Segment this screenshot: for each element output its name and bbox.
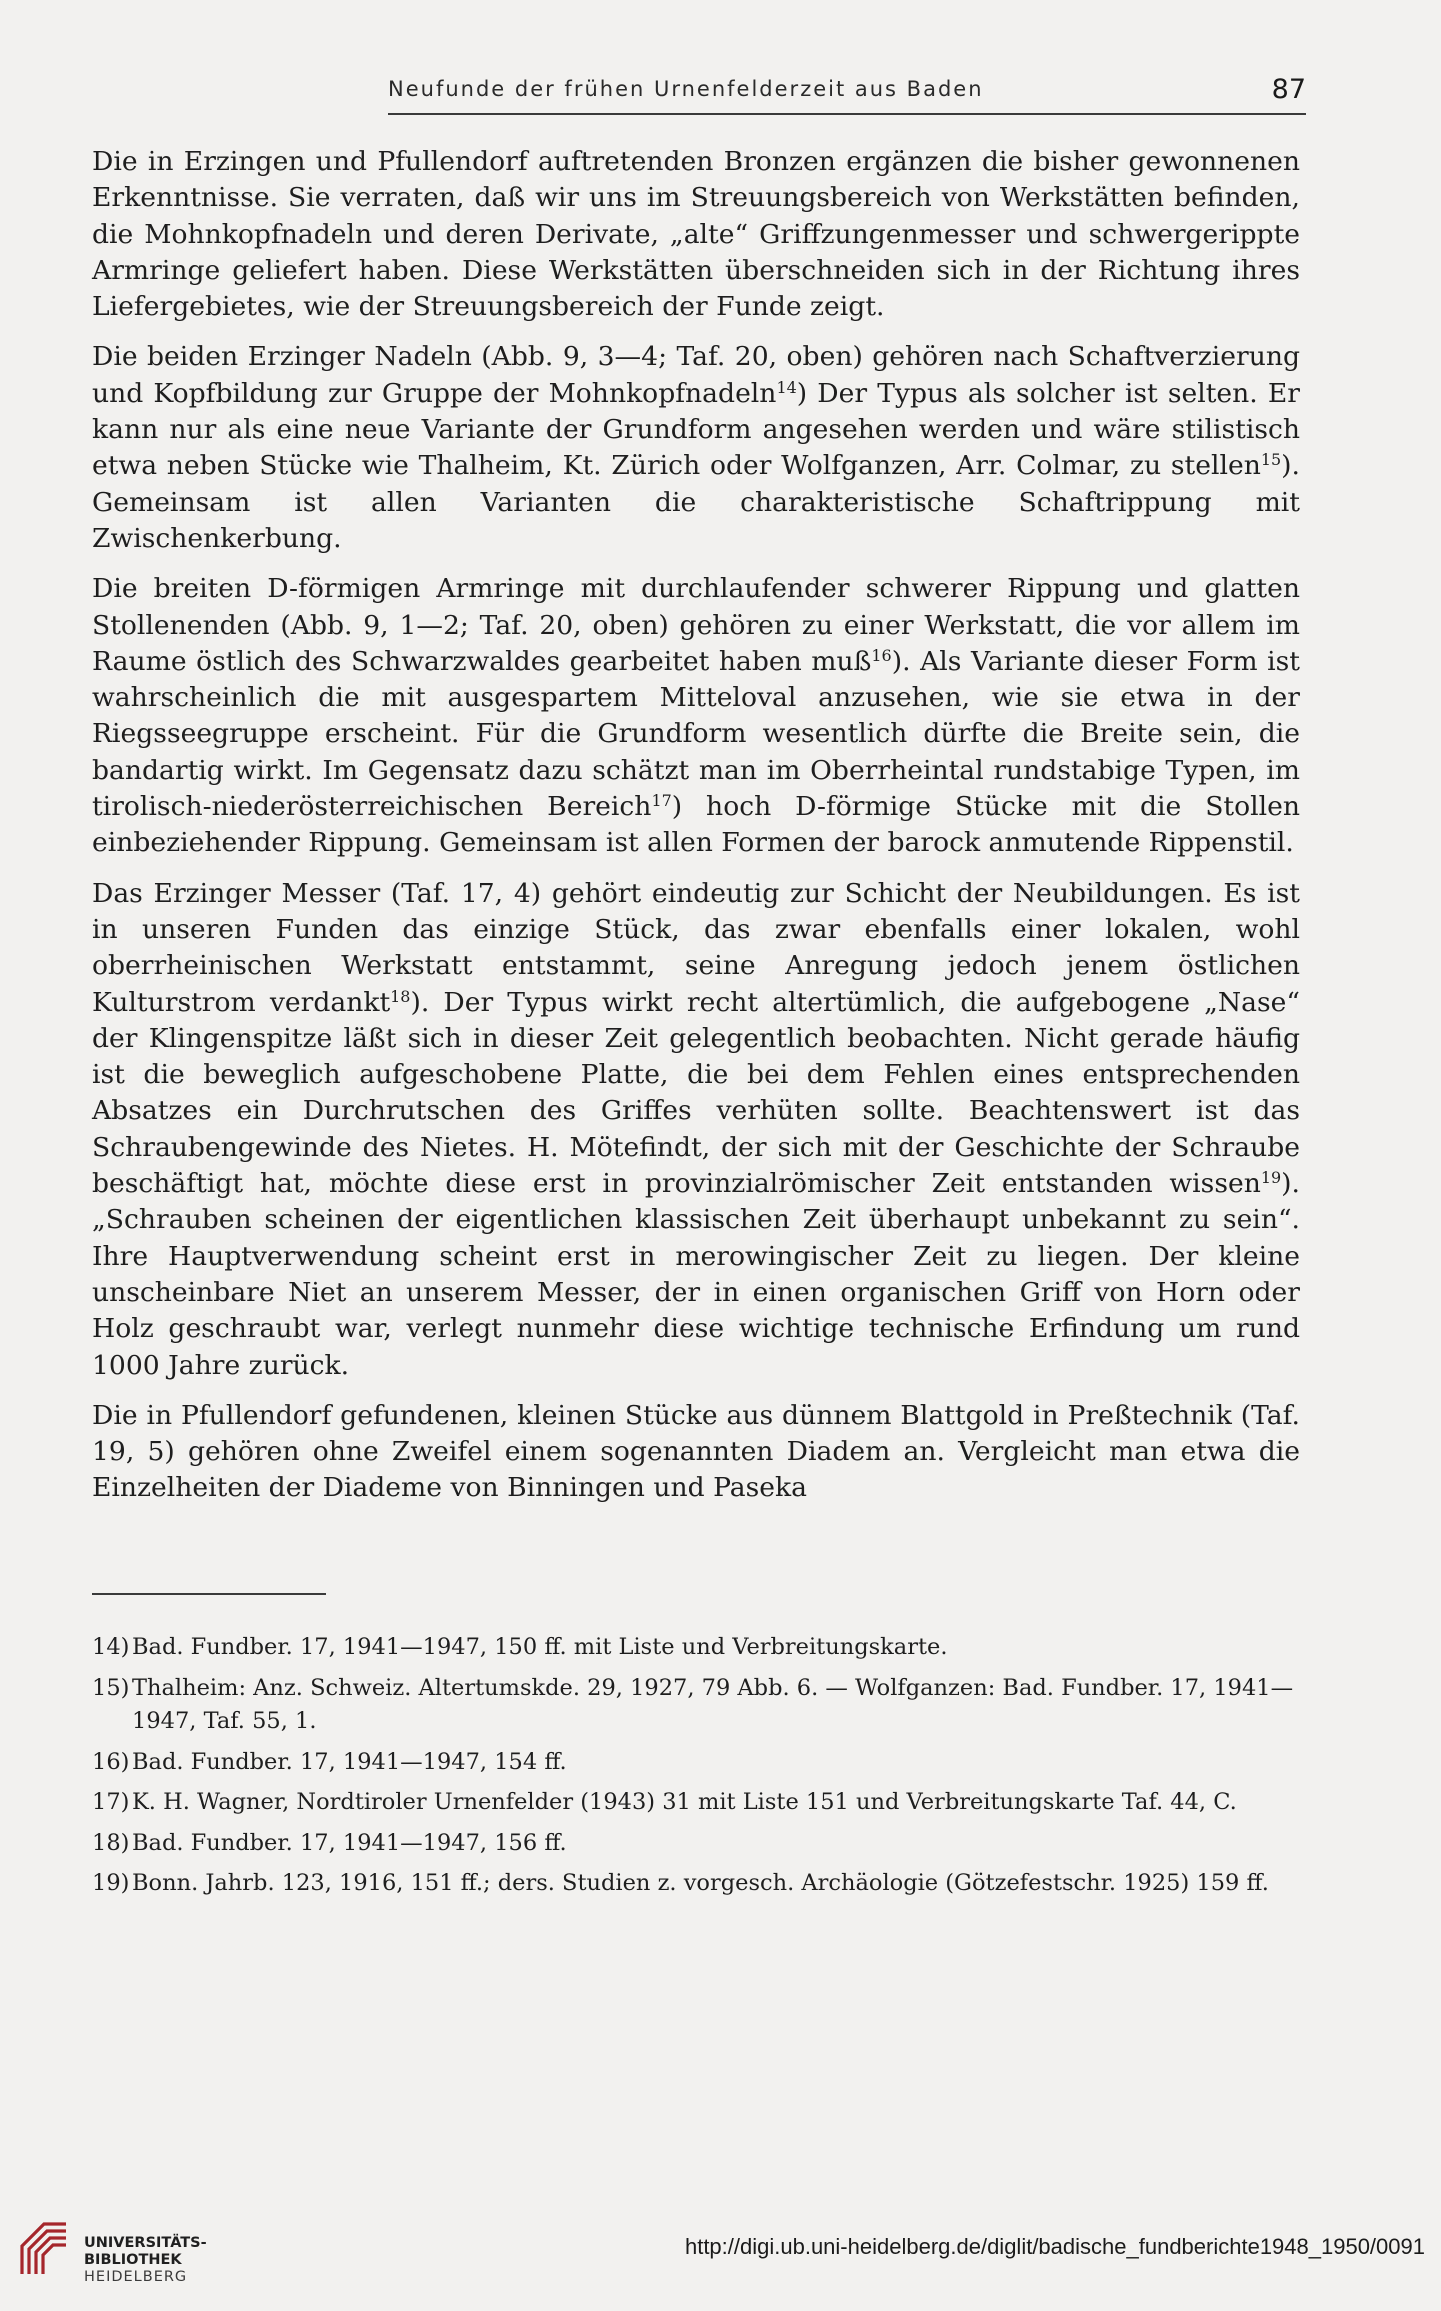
footnote-18 <box>92 1827 1300 1861</box>
footnote-ref-14: 14 <box>776 378 797 398</box>
footnote-mark: 15) <box>92 1674 130 1701</box>
page-footer <box>0 2202 1441 2302</box>
running-head <box>92 74 1306 110</box>
footnotes <box>92 1631 1300 1908</box>
footnote-19 <box>92 1867 1300 1901</box>
footnote-ref-17: 17 <box>651 791 672 811</box>
footnote-mark: 18) <box>92 1829 130 1856</box>
library-name <box>84 2235 207 2286</box>
library-name-line-2: BIBLIOTHEK <box>84 2252 182 2268</box>
paragraph-3-text-b: ). Als Variante dieser Form ist wahrscheinlich die mit ausgespartem Mitteloval anzusehen, wie sie etwa in der Riegsseegruppe erscheint. Für die Grundform wesentlich dürfte die Breite sein, die bandartig wirkt. Im Gegensatz dazu schätzt man im Oberrheintal rundstabige Typen, im tirolisch-niederösterreichischen Bereich <box>92 645 1300 823</box>
footnote-text: K. H. Wagner, Nordtiroler Urnenfelder (1943) 31 mit Liste 151 und Verbreitungskarte Taf. 44, C. <box>132 1789 1237 1815</box>
header-rule <box>388 113 1306 115</box>
footnote-separator <box>92 1593 326 1595</box>
footnote-ref-19: 19 <box>1260 1168 1282 1188</box>
footnote-14 <box>92 1631 1300 1665</box>
paragraph-4-text-a: Das Erzinger Messer (Taf. 17, 4) gehört eindeutig zur Schicht der Neubildungen. Es ist in unseren Funden das einzige Stück, das zwar ebenfalls einer lokalen, wohl oberrheinischen Werkstatt entstammt, seine Anregung jedoch jenem östlichen Kulturstrom verdankt <box>92 877 1300 1018</box>
paragraph-5-text: Die in Pfullendorf gefundenen, kleinen Stücke aus dünnem Blattgold in Preßtechnik (Taf. 19, 5) gehören ohne Zweifel einem sogenannten Diadem an. Vergleicht man etwa die Einzelheiten der Diademe von Binningen und Paseka <box>92 1399 1300 1504</box>
university-library-logo-icon <box>14 2216 76 2278</box>
footnote-text: Bad. Fundber. 17, 1941—1947, 156 ff. <box>132 1829 567 1856</box>
footnote-text: Bonn. Jahrb. 123, 1916, 151 ff.; ders. Studien z. vorgesch. Archäologie (Götzefestschr. 1925) 159 ff. <box>132 1870 1269 1896</box>
footnote-mark: 14) <box>92 1634 130 1660</box>
paragraph-3 <box>92 571 1300 861</box>
footnote-mark: 17) <box>92 1789 130 1815</box>
paragraph-4-text-b: ). Der Typus wirkt recht altertümlich, die aufgebogene „Nase“ der Klingenspitze läßt sich in dieser Zeit gelegentlich beobachten. Nicht gerade häufig ist die beweglich aufgeschobene Platte, die bei dem Fehlen eines entsprechenden Absatzes ein Durchrutschen des Griffes verhüten sollte. Beachtenswert ist das Schraubengewinde des Nietes. H. Mötefindt, der sich mit der Geschichte der Schraube beschäftigt hat, möchte diese erst in provinzialrömischer Zeit entstanden wissen <box>92 986 1300 1200</box>
library-name-line-1: UNIVERSITÄTS- <box>84 2235 207 2251</box>
paragraph-2-text-a: Die beiden Erzinger Nadeln (Abb. 9, 3—4; Taf. 20, oben) gehören nach Schaftverzierung und Kopfbildung zur Gruppe der Mohnkopfnadeln <box>92 341 1300 409</box>
paragraph-1 <box>92 144 1300 325</box>
main-text <box>92 144 1300 1521</box>
paragraph-4-text-c: ). „Schrauben scheinen der eigentlichen klassischen Zeit überhaupt unbekannt zu sein“. Ihre Hauptverwendung scheint erst in merowingischer Zeit zu liegen. Der kleine unscheinbare Niet an unserem Messer, der in einen organischen Griff von Horn oder Holz geschraubt war, verlegt nunmehr diese wichtige technische Erfindung um rund 1000 Jahre zurück. <box>92 1168 1300 1381</box>
paragraph-2-text-c: ). Gemeinsam ist allen Varianten die charakteristische Schaftrippung mit Zwischenkerbung. <box>92 450 1300 554</box>
footnote-ref-15: 15 <box>1260 450 1282 470</box>
footnote-16 <box>92 1746 1300 1780</box>
library-name-line-3: HEIDELBERG <box>84 2269 188 2285</box>
paragraph-3-text-a: Die breiten D-förmigen Armringe mit durchlaufender schwerer Rippung und glatten Stollenenden (Abb. 9, 1—2; Taf. 20, oben) gehören zu einer Werkstatt, die vor allem im Raume östlich des Schwarzwaldes gearbeitet haben muß <box>92 573 1300 677</box>
footnote-ref-18: 18 <box>390 986 411 1006</box>
paragraph-3-text-c: ) hoch D-förmige Stücke mit die Stollen einbeziehender Rippung. Gemeinsam ist allen Formen der barock anmutende Rippenstil. <box>92 791 1300 859</box>
paragraph-5 <box>92 1398 1300 1507</box>
running-title: Neufunde der frühen Urnenfelderzeit aus Baden <box>388 77 984 101</box>
footnote-text: Bad. Fundber. 17, 1941—1947, 154 ff. <box>132 1748 567 1775</box>
footnote-17 <box>92 1786 1300 1820</box>
footnote-mark: 19) <box>92 1870 130 1896</box>
footnote-text: Bad. Fundber. 17, 1941—1947, 150 ff. mit Liste und Verbreitungskarte. <box>132 1634 948 1660</box>
footnote-15 <box>92 1672 1300 1739</box>
source-url: http://digi.ub.uni-heidelberg.de/diglit/badische_fundberichte1948_1950/0091 <box>684 2234 1425 2259</box>
page-number: 87 <box>1271 74 1306 105</box>
paragraph-4 <box>92 876 1300 1384</box>
footnote-mark: 16) <box>92 1748 130 1775</box>
paragraph-2 <box>92 339 1300 557</box>
footnote-ref-16: 16 <box>871 646 892 666</box>
paragraph-1-text: Die in Erzingen und Pfullendorf auftretenden Bronzen ergänzen die bisher gewonnenen Erkenntnisse. Sie verraten, daß wir uns im Streuungsbereich von Werkstätten befinden, die Mohnkopfnadeln und deren Derivate, „alte“ Griffzungenmesser und schwergerippte Armringe geliefert haben. Diese Werkstätten überschneiden sich in der Richtung ihres Liefergebietes, wie der Streuungsbereich der Funde zeigt. <box>92 146 1300 323</box>
paragraph-2-text-b: ) Der Typus als solcher ist selten. Er kann nur als eine neue Variante der Grundform angesehen werden und wäre stilistisch etwa neben Stücke wie Thalheim, Kt. Zürich oder Wolfganzen, Arr. Colmar, zu stellen <box>92 377 1300 482</box>
footnote-text: Thalheim: Anz. Schweiz. Altertumskde. 29, 1927, 79 Abb. 6. — Wolfganzen: Bad. Fundber. 17, 1941—1947, Taf. 55, 1. <box>132 1674 1294 1734</box>
